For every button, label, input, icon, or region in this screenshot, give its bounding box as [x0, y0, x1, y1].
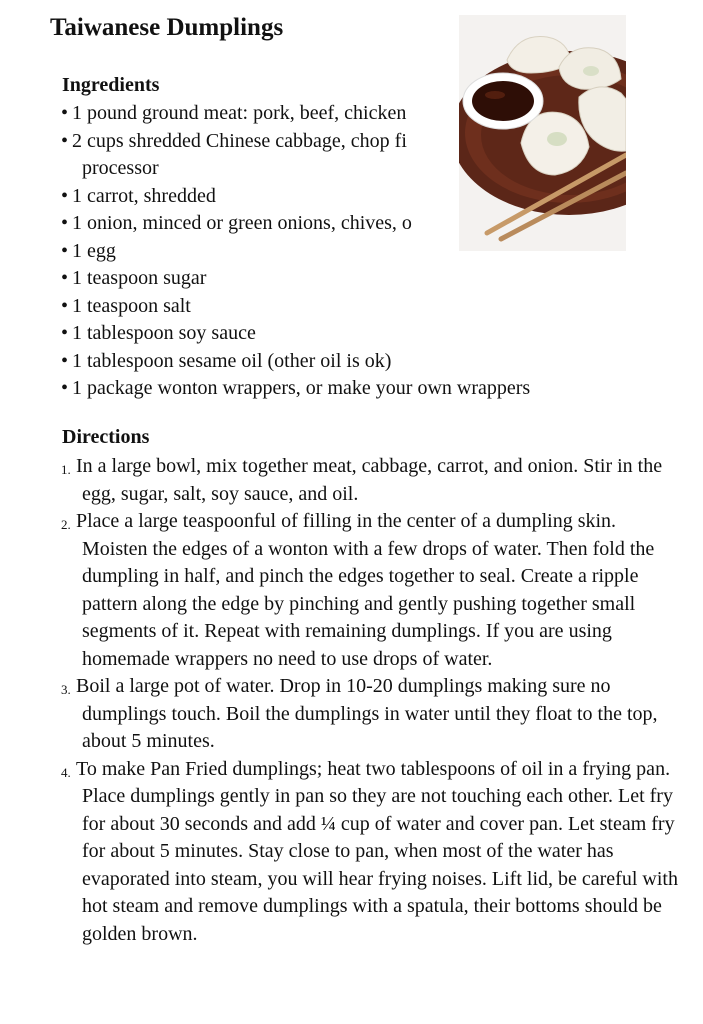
- list-item: • 1 teaspoon salt: [0, 293, 570, 321]
- bullet-icon: •: [61, 102, 69, 124]
- list-item: • 1 tablespoon soy sauce: [0, 320, 570, 348]
- bullet-icon: •: [61, 349, 69, 372]
- list-item: • 1 carrot, shredded: [0, 183, 570, 211]
- list-item: 2. Place a large teaspoonful of filling in the center of a dumpling skin. Moisten the edges of a wonton with a few drops of water. Then fold the dumpling in half, and pinch the edges together to seal. Create a ripple pattern along the edge by pinching and gently pushing together small segments of it. Repeat with remaining dumplings. If you are using homemade wrappers no need to use drops of water.: [61, 510, 655, 670]
- list-item: 1. In a large bowl, mix together meat, cabbage, carrot, and onion. Stir in the egg, sugar, salt, soy sauce, and oil.: [61, 455, 663, 505]
- bullet-icon: •: [61, 267, 69, 289]
- bullet-icon: •: [61, 129, 69, 152]
- bullet-icon: •: [61, 377, 69, 399]
- list-item: 3. Boil a large pot of water. Drop in 10-20 dumplings making sure no dumplings touch. Boil the dumplings in water until they float to the top, about 5 minutes.: [61, 675, 658, 752]
- list-item: • 1 tablespoon sesame oil (other oil is ok): [0, 348, 570, 376]
- list-item-continuation: processor: [82, 157, 159, 179]
- ingredients-list: [0, 100, 570, 403]
- list-item: • 1 package wonton wrappers, or make your own wrappers: [0, 375, 570, 403]
- page-title: Taiwanese Dumplings: [50, 14, 284, 41]
- list-item: 4. To make Pan Fried dumplings; heat two tablespoons of oil in a frying pan. Place dumplings gently in pan so they are not touching each other. Let fry for about 30 seconds and add ¼ cup of water and cover pan. Let steam fry for about 5 minutes. Stay close to pan, when most of the water has evaporated into steam, you will hear frying noises. Lift lid, be careful with hot steam and remove dumplings with a spatula, their bottoms should be golden brown.: [61, 757, 678, 945]
- bullet-icon: •: [61, 184, 69, 207]
- bullet-icon: •: [61, 212, 69, 234]
- list-item: • 1 teaspoon sugar: [0, 265, 570, 293]
- ingredients-heading: Ingredients: [62, 74, 160, 96]
- list-item: • 1 pound ground meat: pork, beef, chicken: [0, 100, 570, 128]
- bullet-icon: •: [61, 322, 69, 344]
- list-item: • 2 cups shredded Chinese cabbage, chop fi: [0, 128, 570, 156]
- list-item: • 1 egg: [0, 238, 570, 266]
- directions-heading: Directions: [62, 426, 150, 448]
- bullet-icon: •: [61, 294, 69, 317]
- bullet-icon: •: [61, 239, 69, 262]
- directions-list: [0, 453, 703, 948]
- list-item: • 1 onion, minced or green onions, chives, o: [0, 210, 570, 238]
